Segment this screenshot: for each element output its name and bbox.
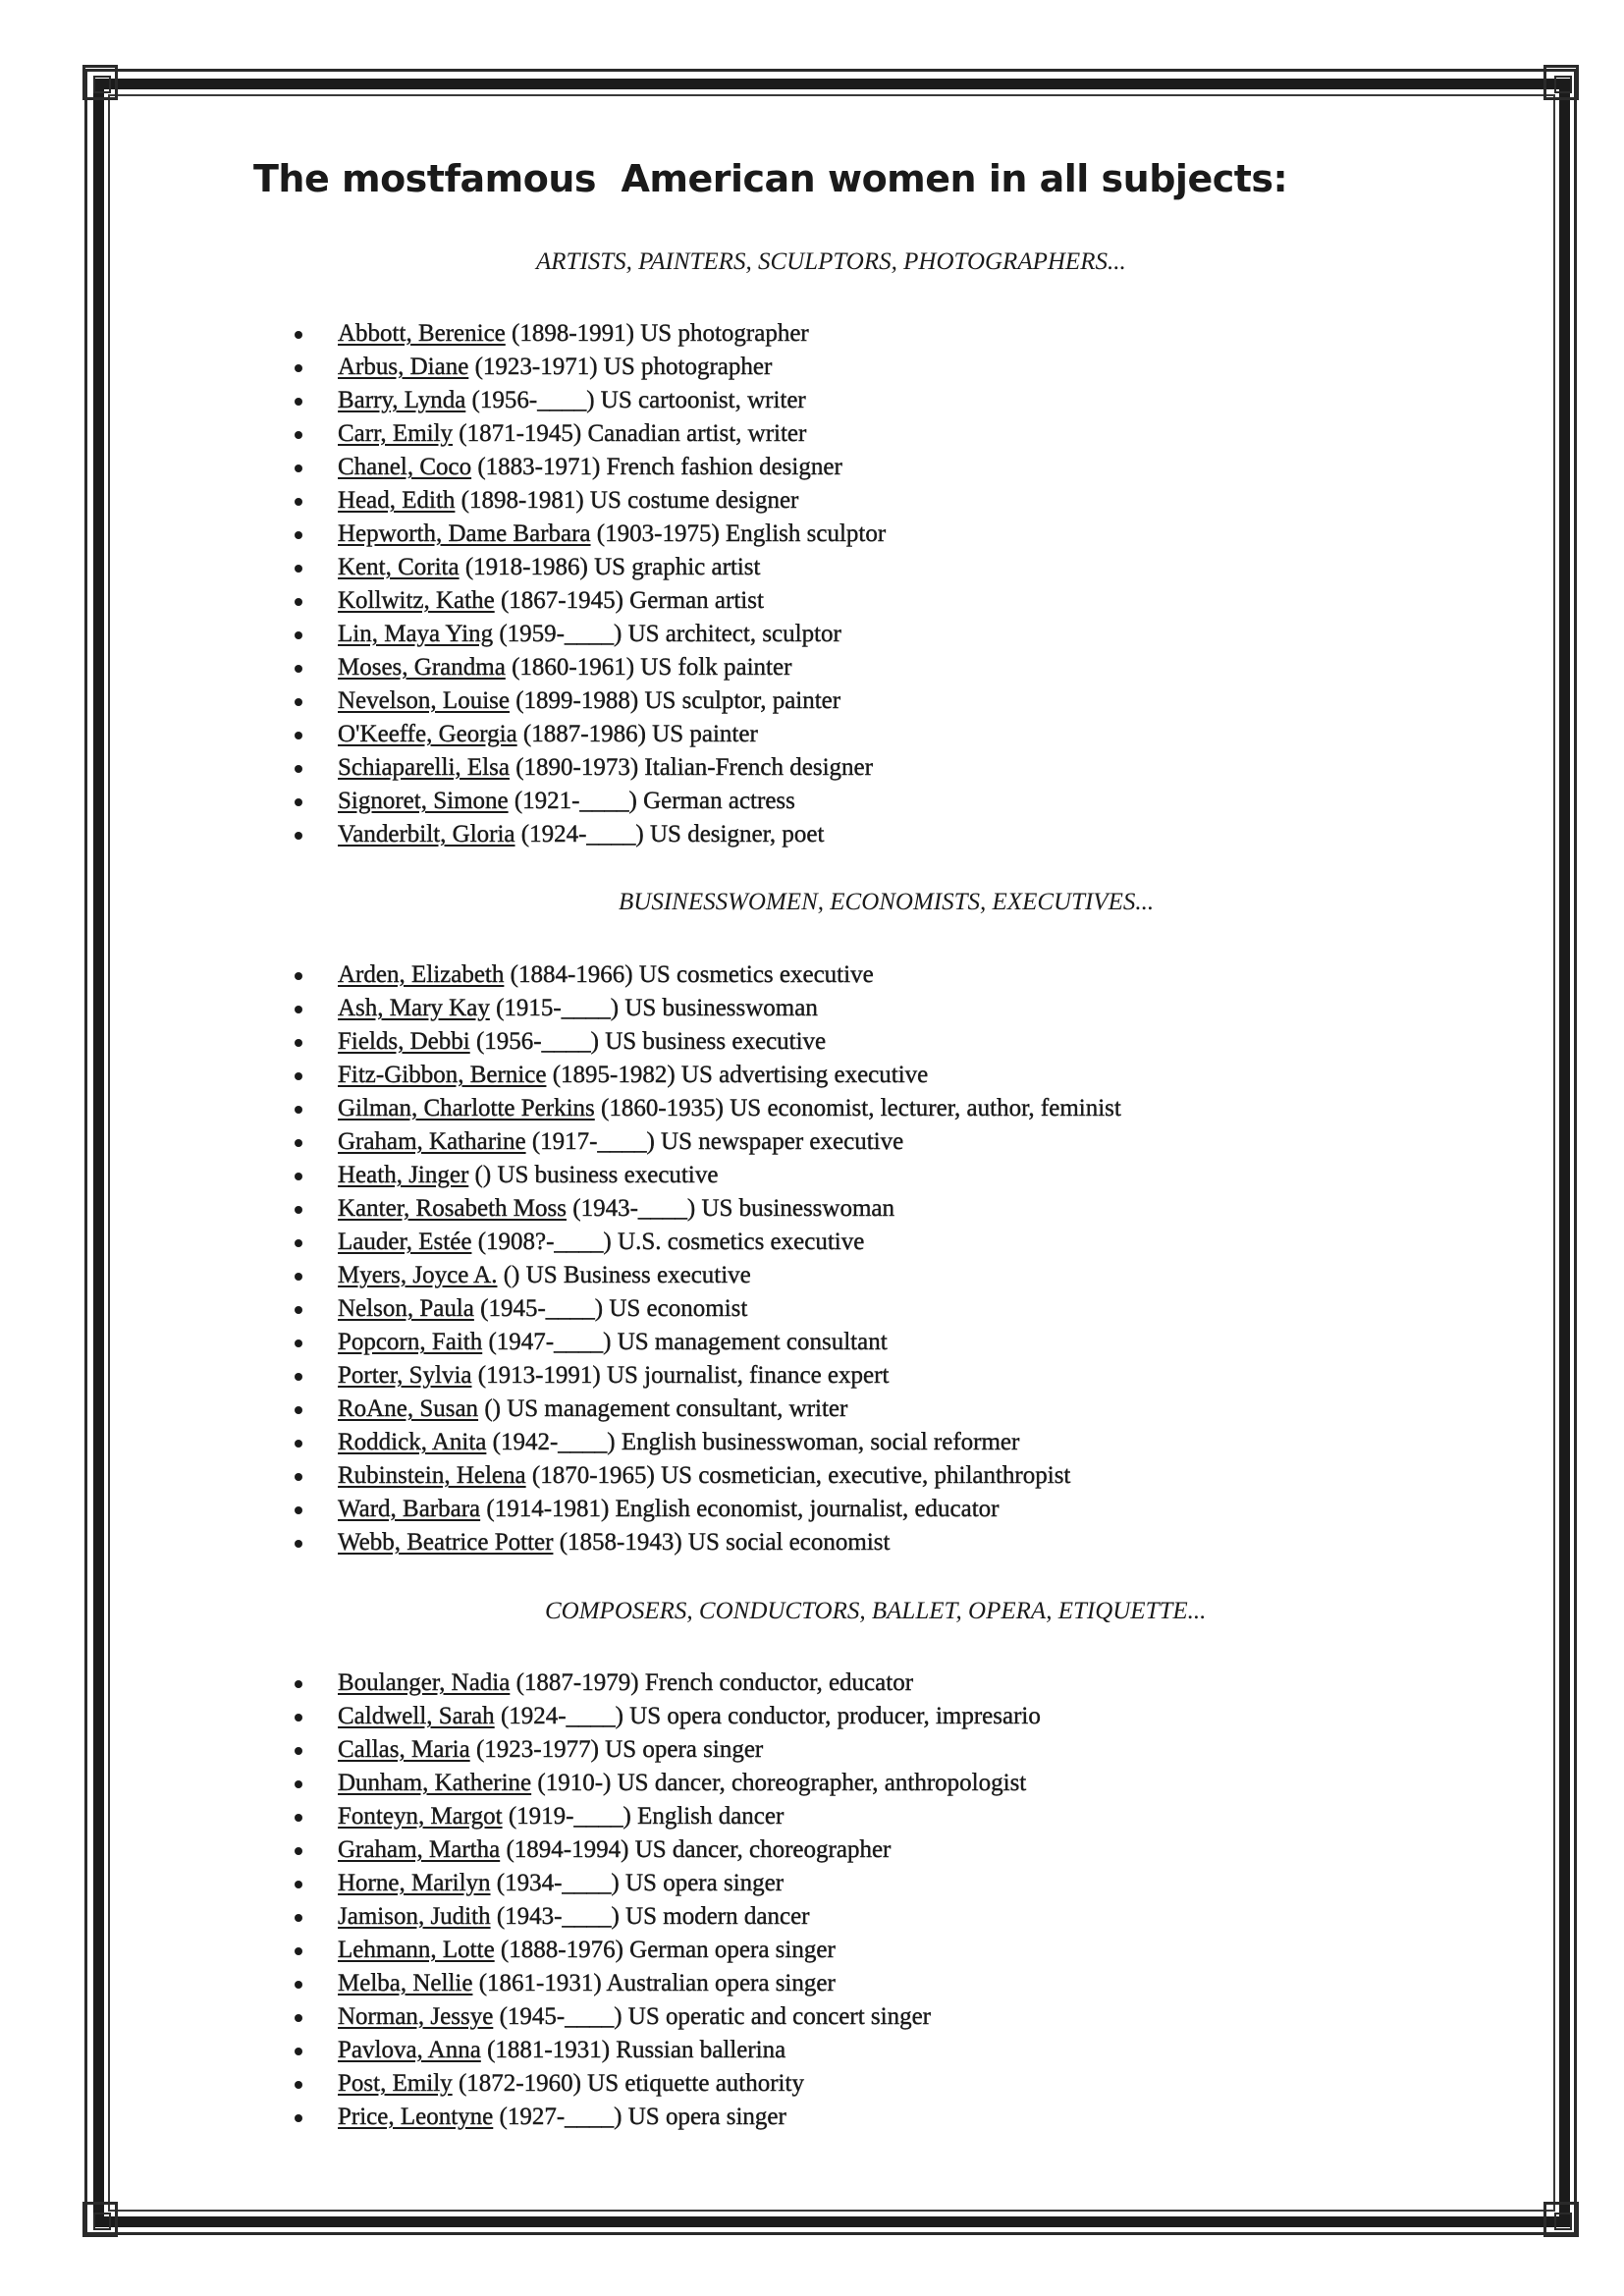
- entry-list-composers: [295, 1667, 1041, 2134]
- list-item: [295, 785, 886, 818]
- list-item: [295, 1459, 1121, 1493]
- entry-name: Melba, Nellie: [338, 1970, 473, 1996]
- list-item: [295, 684, 886, 718]
- entry-name: Moses, Grandma: [338, 654, 506, 681]
- entry-detail: (1888-1976) German opera singer: [494, 1937, 836, 1963]
- entry-name: Gilman, Charlotte Perkins: [338, 1095, 595, 1121]
- entry-detail: (1898-1991) US photographer: [505, 320, 809, 347]
- list-item: [295, 2034, 1041, 2067]
- entry-name: Head, Edith: [338, 487, 456, 514]
- entry-detail: (1908?-____) U.S. cosmetics executive: [471, 1229, 865, 1255]
- entry-name: Roddick, Anita: [338, 1429, 487, 1455]
- entry-detail: () US management consultant, writer: [478, 1395, 848, 1422]
- entry-list-artists: [295, 317, 886, 851]
- list-item: [295, 584, 886, 618]
- entry-name: Arden, Elizabeth: [338, 961, 505, 988]
- entry-detail: (1924-____) US opera conductor, producer, impresario: [494, 1703, 1041, 1729]
- list-item: [295, 1733, 1041, 1767]
- entry-detail: (1956-____) US business executive: [469, 1028, 827, 1055]
- entry-detail: (1860-1961) US folk painter: [505, 654, 792, 681]
- entry-name: Caldwell, Sarah: [338, 1703, 495, 1729]
- entry-name: Fitz-Gibbon, Bernice: [338, 1062, 547, 1088]
- entry-detail: (1915-____) US businesswoman: [489, 995, 818, 1021]
- list-item: [295, 1526, 1121, 1559]
- entry-name: Porter, Sylvia: [338, 1362, 472, 1389]
- entry-detail: (1881-1931) Russian ballerina: [480, 2037, 786, 2063]
- entry-name: Jamison, Judith: [338, 1903, 491, 1930]
- entry-name: Norman, Jessye: [338, 2003, 494, 2030]
- entry-name: Ward, Barbara: [338, 1496, 481, 1522]
- entry-detail: (1884-1966) US cosmetics executive: [504, 961, 874, 988]
- entry-detail: (1956-____) US cartoonist, writer: [465, 387, 806, 413]
- entry-detail: (1923-1971) US photographer: [468, 354, 773, 380]
- list-item: [295, 551, 886, 584]
- entry-detail: (1917-____) US newspaper executive: [525, 1128, 904, 1155]
- entry-name: Ash, Mary Kay: [338, 995, 490, 1021]
- list-item: [295, 1900, 1041, 1934]
- entry-detail: (1887-1986) US painter: [516, 721, 758, 747]
- list-item: [295, 1092, 1121, 1125]
- entry-detail: (1918-1986) US graphic artist: [459, 554, 761, 580]
- entry-name: Carr, Emily: [338, 420, 454, 447]
- list-item: [295, 618, 886, 651]
- entry-detail: (1895-1982) US advertising executive: [546, 1062, 929, 1088]
- list-item: [295, 317, 886, 351]
- entry-detail: (1913-1991) US journalist, finance expert: [471, 1362, 890, 1389]
- entry-name: Graham, Martha: [338, 1836, 501, 1863]
- entry-detail: (1870-1965) US cosmetician, executive, philanthropist: [525, 1462, 1071, 1489]
- entry-detail: (1943-____) US modern dancer: [490, 1903, 810, 1930]
- entry-name: Myers, Joyce A.: [338, 1262, 498, 1288]
- list-item: [295, 2101, 1041, 2134]
- entry-detail: (1919-____) English dancer: [502, 1803, 785, 1830]
- entry-detail: (1858-1943) US social economist: [553, 1529, 891, 1556]
- list-item: [295, 518, 886, 551]
- list-item: [295, 1867, 1041, 1900]
- entry-detail: (1923-1977) US opera singer: [469, 1736, 764, 1763]
- list-item: [295, 1667, 1041, 1700]
- list-item: [295, 651, 886, 684]
- entry-name: Signoret, Simone: [338, 788, 509, 814]
- entry-name: Boulanger, Nadia: [338, 1669, 511, 1696]
- list-item: [295, 1767, 1041, 1800]
- entry-detail: (1959-____) US architect, sculptor: [493, 621, 841, 647]
- entry-list-business: [295, 958, 1121, 1559]
- list-item: [295, 417, 886, 451]
- entry-detail: (1924-____) US designer, poet: [514, 821, 825, 847]
- frame-corner-ornament: [82, 2202, 118, 2237]
- entry-name: Rubinstein, Helena: [338, 1462, 526, 1489]
- section-heading-artists: ARTISTS, PAINTERS, SCULPTORS, PHOTOGRAPHERS...: [536, 248, 1126, 275]
- list-item: [295, 484, 886, 518]
- list-item: [295, 818, 886, 851]
- entry-name: Dunham, Katherine: [338, 1770, 532, 1796]
- list-item: [295, 1800, 1041, 1833]
- list-item: [295, 1259, 1121, 1292]
- list-item: [295, 1326, 1121, 1359]
- list-item: [295, 2000, 1041, 2034]
- entry-name: Popcorn, Faith: [338, 1329, 483, 1355]
- list-item: [295, 2067, 1041, 2101]
- entry-name: Webb, Beatrice Potter: [338, 1529, 554, 1556]
- list-item: [295, 958, 1121, 992]
- entry-name: Arbus, Diane: [338, 354, 469, 380]
- entry-detail: (1927-____) US opera singer: [493, 2104, 786, 2130]
- entry-name: Fields, Debbi: [338, 1028, 470, 1055]
- entry-name: Graham, Katharine: [338, 1128, 526, 1155]
- entry-detail: (1860-1935) US economist, lecturer, author, feminist: [594, 1095, 1121, 1121]
- entry-detail: (1894-1994) US dancer, choreographer: [500, 1836, 892, 1863]
- list-item: [295, 1125, 1121, 1159]
- entry-detail: (1942-____) English businesswoman, social reformer: [486, 1429, 1020, 1455]
- section-heading-composers: COMPOSERS, CONDUCTORS, BALLET, OPERA, ETIQUETTE...: [545, 1598, 1207, 1624]
- entry-detail: (1943-____) US businesswoman: [567, 1195, 895, 1222]
- entry-name: Vanderbilt, Gloria: [338, 821, 515, 847]
- entry-name: Lauder, Estée: [338, 1229, 472, 1255]
- entry-detail: (1934-____) US opera singer: [490, 1870, 785, 1896]
- entry-name: Kanter, Rosabeth Moss: [338, 1195, 567, 1222]
- list-item: [295, 1700, 1041, 1733]
- entry-detail: () US business executive: [468, 1162, 719, 1188]
- list-item: [295, 992, 1121, 1025]
- entry-detail: (1867-1945) German artist: [494, 587, 764, 614]
- entry-name: Callas, Maria: [338, 1736, 470, 1763]
- list-item: [295, 384, 886, 417]
- entry-detail: (1898-1981) US costume designer: [455, 487, 799, 514]
- entry-name: Pavlova, Anna: [338, 2037, 481, 2063]
- entry-detail: (1945-____) US economist: [473, 1295, 748, 1322]
- entry-detail: (1910-) US dancer, choreographer, anthropologist: [531, 1770, 1027, 1796]
- list-item: [295, 1393, 1121, 1426]
- entry-detail: (1945-____) US operatic and concert singer: [493, 2003, 932, 2030]
- list-item: [295, 1967, 1041, 2000]
- list-item: [295, 1226, 1121, 1259]
- entry-detail: (1872-1960) US etiquette authority: [452, 2070, 804, 2097]
- list-item: [295, 1359, 1121, 1393]
- list-item: [295, 1833, 1041, 1867]
- entry-detail: (1903-1975) English sculptor: [590, 520, 887, 547]
- frame-corner-ornament: [1543, 2202, 1579, 2237]
- entry-name: Nevelson, Louise: [338, 687, 510, 714]
- section-heading-business: BUSINESSWOMEN, ECONOMISTS, EXECUTIVES...: [619, 889, 1155, 915]
- entry-name: Kent, Corita: [338, 554, 460, 580]
- entry-detail: (1899-1988) US sculptor, painter: [509, 687, 841, 714]
- entry-name: Nelson, Paula: [338, 1295, 474, 1322]
- entry-name: Schiaparelli, Elsa: [338, 754, 510, 781]
- list-item: [295, 1934, 1041, 1967]
- entry-name: Lin, Maya Ying: [338, 621, 494, 647]
- entry-detail: (1947-____) US management consultant: [482, 1329, 888, 1355]
- list-item: [295, 1059, 1121, 1092]
- entry-detail: () US Business executive: [497, 1262, 751, 1288]
- entry-name: Fonteyn, Margot: [338, 1803, 503, 1830]
- entry-detail: (1861-1931) Australian opera singer: [472, 1970, 836, 1996]
- entry-name: Heath, Jinger: [338, 1162, 469, 1188]
- entry-detail: (1921-____) German actress: [508, 788, 795, 814]
- page-title: The mostfamous American women in all subjects:: [253, 157, 1288, 200]
- list-item: [295, 1493, 1121, 1526]
- list-item: [295, 1025, 1121, 1059]
- entry-name: Hepworth, Dame Barbara: [338, 520, 591, 547]
- entry-name: Lehmann, Lotte: [338, 1937, 495, 1963]
- entry-name: RoAne, Susan: [338, 1395, 479, 1422]
- entry-detail: (1883-1971) French fashion designer: [471, 454, 842, 480]
- list-item: [295, 751, 886, 785]
- entry-detail: (1890-1973) Italian-French designer: [509, 754, 873, 781]
- list-item: [295, 1426, 1121, 1459]
- entry-name: Price, Leontyne: [338, 2104, 494, 2130]
- entry-name: Abbott, Berenice: [338, 320, 506, 347]
- entry-name: Kollwitz, Kathe: [338, 587, 495, 614]
- entry-name: O'Keeffe, Georgia: [338, 721, 517, 747]
- entry-detail: (1871-1945) Canadian artist, writer: [453, 420, 807, 447]
- list-item: [295, 351, 886, 384]
- list-item: [295, 451, 886, 484]
- entry-name: Chanel, Coco: [338, 454, 472, 480]
- list-item: [295, 1192, 1121, 1226]
- list-item: [295, 718, 886, 751]
- entry-name: Horne, Marilyn: [338, 1870, 491, 1896]
- frame-corner-ornament: [1543, 65, 1579, 100]
- entry-name: Barry, Lynda: [338, 387, 466, 413]
- frame-corner-ornament: [82, 65, 118, 100]
- entry-detail: (1887-1979) French conductor, educator: [510, 1669, 914, 1696]
- entry-detail: (1914-1981) English economist, journalist, educator: [480, 1496, 1000, 1522]
- list-item: [295, 1292, 1121, 1326]
- entry-name: Post, Emily: [338, 2070, 453, 2097]
- list-item: [295, 1159, 1121, 1192]
